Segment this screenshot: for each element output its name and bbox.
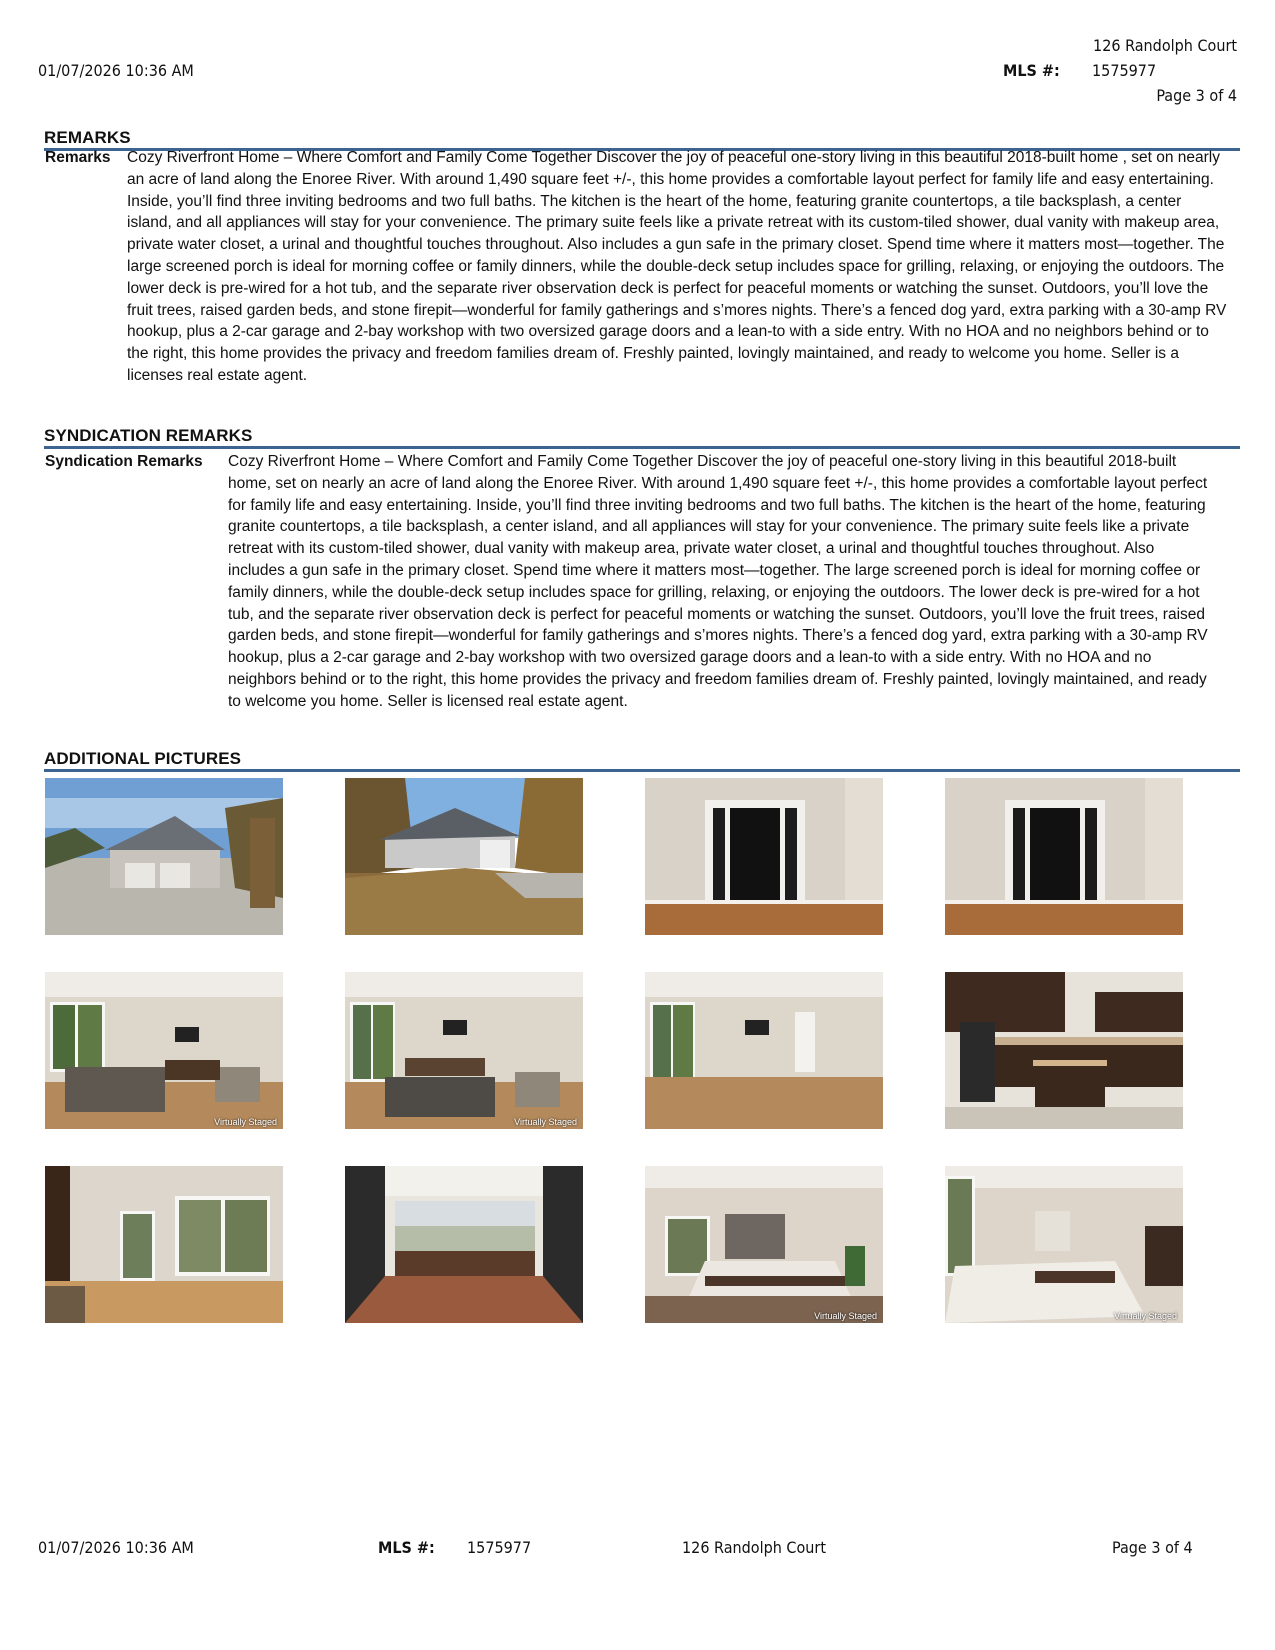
header-mls-number: 1575977: [1092, 61, 1157, 80]
remarks-row: [45, 147, 1230, 387]
footer-datetime: 01/07/2026 10:36 AM: [38, 1538, 194, 1557]
footer-mls-number: 1575977: [467, 1538, 532, 1557]
footer-mls-label: [378, 1538, 435, 1557]
header-address: 126 Randolph Court: [1093, 36, 1237, 55]
photo-foyer-door-2[interactable]: [945, 778, 1183, 935]
photo-primary-bedroom-1[interactable]: [645, 1166, 883, 1323]
photo-kitchen[interactable]: [945, 972, 1183, 1129]
syndication-text: Cozy Riverfront Home – Where Comfort and Family Come Together Discover the joy of peaceful one-story living in this beautiful 2018-built home, set on nearly an acre of land along the Enoree River. With around 1,490 square feet +/-, this home provides a comfortable layout perfect for family life and easy entertaining. Inside, you’ll find three inviting bedrooms and two full baths. The kitchen is the heart of the home, featuring granite countertops, a tile backsplash, a center island, and all appliances will stay for your convenience. The primary suite feels like a private retreat with its custom-tiled shower, dual vanity with makeup area, private water closet, a urinal and thoughtful touches throughout. Also includes a gun safe in the primary closet. Spend time where it matters most—together. The large screened porch is ideal for morning coffee or family dinners, while the double-deck setup includes space for grilling, relaxing, or enjoying the outdoors. The lower deck is pre-wired for a hot tub, and the separate river observation deck is perfect for peaceful moments or watching the sunset. Outdoors, you’ll love the fruit trees, raised garden beds, and stone firepit—wonderful for family gatherings and s’mores nights. There’s a fenced dog yard, extra parking with a 30-amp RV hookup, plus a 2-car garage and 2-bay workshop with two oversized garage doors and a lean-to with a side entry. With no HOA and no neighbors behind or to the right, this home provides the privacy and freedom families dream of. Freshly painted, lovingly maintained, and ready to welcome you home. Seller is licensed real estate agent.: [228, 453, 1208, 710]
header-datetime: 01/07/2026 10:36 AM: [38, 61, 194, 80]
virtually-staged-label: Virtually Staged: [814, 1311, 877, 1321]
photo-foyer-door-1[interactable]: [645, 778, 883, 935]
mls-label: MLS #:: [1003, 61, 1060, 80]
pictures-section-title: ADDITIONAL PICTURES: [44, 749, 1240, 772]
remarks-section-title: REMARKS: [44, 128, 1240, 151]
remarks-text: Cozy Riverfront Home – Where Comfort and Family Come Together Discover the joy of peaceful one-story living in this beautiful 2018-built home , set on nearly an acre of land along the Enoree River. With around 1,490 square feet +/-, this home provides a comfortable layout perfect for family life and easy entertaining. Inside, you’ll find three inviting bedrooms and two full baths. The kitchen is the heart of the home, featuring granite countertops, a tile backsplash, a center island, and all appliances will stay for your convenience. The primary suite feels like a private retreat with its custom-tiled shower, dual vanity with makeup area, private water closet, a urinal and thoughtful touches throughout. Also includes a gun safe in the primary closet. Spend time where it matters most—together. The large screened porch is ideal for morning coffee or family dinners, while the double-deck setup includes space for grilling, relaxing, or enjoying the outdoors. The lower deck is pre-wired for a hot tub, and the separate river observation deck is perfect for peaceful moments or watching the sunset. Outdoors, you’ll love the fruit trees, raised garden beds, and stone firepit—wonderful for family gatherings and s’mores nights. There’s a fenced dog yard, extra parking with a 30-amp RV hookup, plus a 2-car garage and 2-bay workshop with two oversized garage doors and a lean-to with a side entry. With no HOA and no neighbors behind or to the right, this home provides the privacy and freedom families dream of. Freshly painted, lovingly maintained, and ready to welcome you home. Seller is a licenses real estate agent.: [127, 149, 1227, 384]
syndication-section-title: SYNDICATION REMARKS: [44, 426, 1240, 449]
header-mls-label: [1003, 61, 1060, 80]
header-page: Page 3 of 4: [1156, 86, 1237, 105]
photo-living-staged-1[interactable]: [45, 972, 283, 1129]
syndication-row: [45, 451, 1210, 713]
footer-page: Page 3 of 4: [1112, 1538, 1193, 1557]
photo-dining-nook[interactable]: [45, 1166, 283, 1323]
virtually-staged-label: Virtually Staged: [1114, 1311, 1177, 1321]
syndication-label: Syndication Remarks: [45, 453, 203, 470]
photo-exterior-front[interactable]: [345, 778, 583, 935]
photo-living-empty[interactable]: [645, 972, 883, 1129]
photo-screened-porch[interactable]: [345, 1166, 583, 1323]
photo-exterior-garage[interactable]: [45, 778, 283, 935]
photo-living-staged-2[interactable]: [345, 972, 583, 1129]
photo-primary-bedroom-2[interactable]: [945, 1166, 1183, 1323]
mls-label: MLS #:: [378, 1538, 435, 1557]
virtually-staged-label: Virtually Staged: [214, 1117, 277, 1127]
virtually-staged-label: Virtually Staged: [514, 1117, 577, 1127]
footer-address: 126 Randolph Court: [682, 1538, 826, 1557]
remarks-label: Remarks: [45, 149, 111, 166]
